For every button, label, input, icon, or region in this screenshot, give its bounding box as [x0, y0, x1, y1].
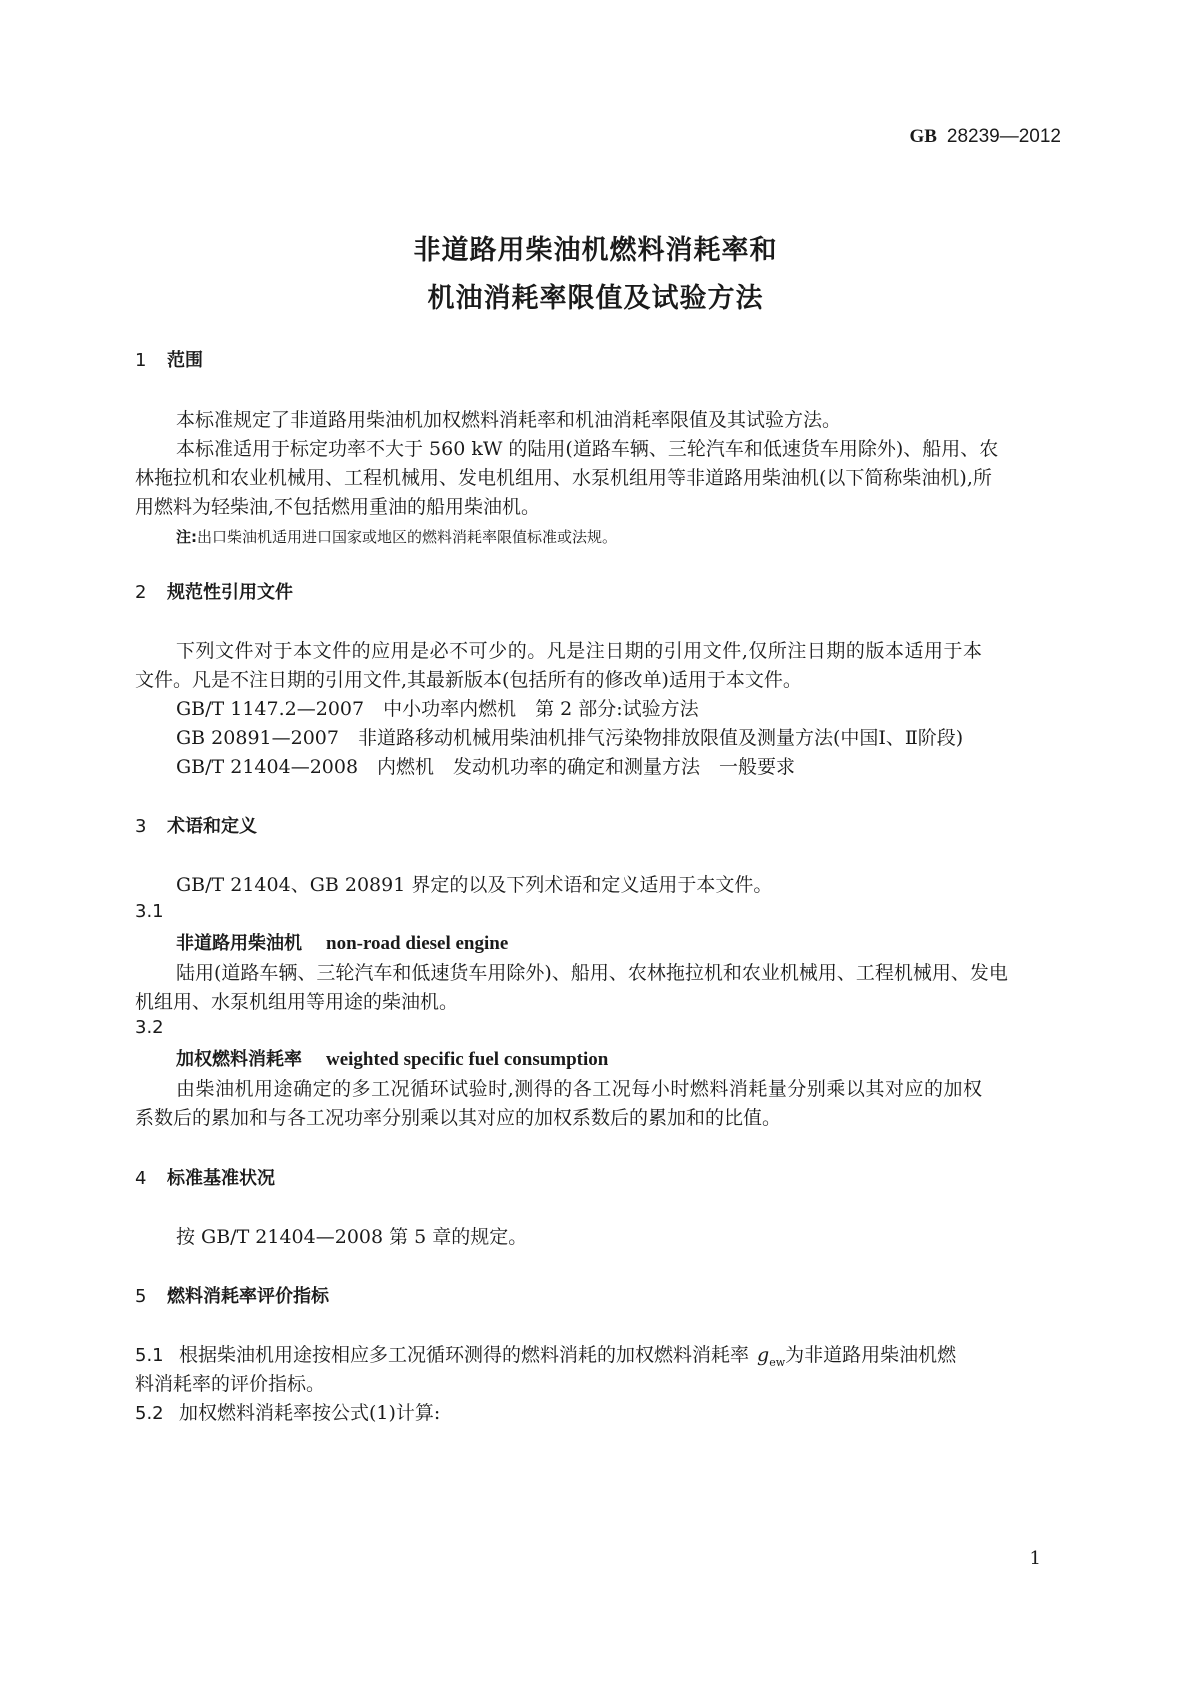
section-title: 范围 [167, 350, 203, 371]
clause-text: 根据柴油机用途按相应多工况循环测得的燃料消耗的加权燃料消耗率 [179, 1344, 750, 1366]
section-title: 术语和定义 [167, 816, 257, 837]
section-number: 4 [135, 1168, 147, 1189]
section-2-paragraph-line-1: 下列文件对于本文件的应用是必不可少的。凡是注日期的引用文件,仅所注日期的版本适用于本 [176, 640, 982, 662]
clause-text: 加权燃料消耗率按公式(1)计算: [179, 1402, 441, 1424]
symbol-g: g [757, 1344, 770, 1366]
note-label: 注: [176, 528, 197, 546]
term-english: non-road diesel engine [326, 933, 509, 954]
section-title: 燃料消耗率评价指标 [167, 1286, 329, 1307]
normative-reference: GB 20891—2007 非道路移动机械用柴油机排气污染物排放限值及测量方法(中国Ⅰ、Ⅱ阶段) [176, 727, 964, 749]
section-5-heading [135, 1282, 329, 1308]
section-1-note [176, 526, 617, 547]
section-number: 1 [135, 350, 147, 371]
term-3-2-name [176, 1045, 608, 1071]
page-number: 1 [1029, 1548, 1041, 1569]
clause-number: 5.1 [135, 1345, 164, 1366]
term-3-1-definition-line-1: 陆用(道路车辆、三轮汽车和低速货车用除外)、船用、农林拖拉机和农业机械用、工程机械用、发电 [176, 962, 1008, 984]
section-title: 规范性引用文件 [167, 582, 293, 603]
standard-code: 28239—2012 [946, 126, 1061, 147]
section-3-heading [135, 812, 257, 838]
term-chinese: 加权燃料消耗率 [176, 1049, 302, 1070]
section-1-paragraph-2-line-2: 林拖拉机和农业机械用、工程机械用、发电机组用、水泵机组用等非道路用柴油机(以下简称柴油机),所 [135, 467, 992, 489]
standard-prefix: GB [909, 126, 937, 147]
term-english: weighted specific fuel consumption [326, 1049, 609, 1070]
section-number: 3 [135, 816, 147, 837]
term-3-1-definition-line-2: 机组用、水泵机组用等用途的柴油机。 [135, 991, 459, 1013]
term-3-2-definition-line-2: 系数后的累加和与各工况功率分别乘以其对应的加权系数后的累加和的比值。 [135, 1107, 782, 1129]
section-4-paragraph: 按 GB/T 21404—2008 第 5 章的规定。 [176, 1226, 528, 1248]
clause-number: 5.2 [135, 1403, 164, 1424]
section-title: 标准基准状况 [167, 1168, 275, 1189]
standard-number [909, 126, 1061, 148]
section-number: 5 [135, 1286, 147, 1307]
section-2-paragraph-line-2: 文件。凡是不注日期的引用文件,其最新版本(包括所有的修改单)适用于本文件。 [135, 669, 802, 691]
section-1-heading [135, 346, 203, 372]
section-number: 2 [135, 582, 147, 603]
term-3-1-name [176, 929, 508, 955]
term-chinese: 非道路用柴油机 [176, 933, 302, 954]
clause-5-1-line-2: 料消耗率的评价指标。 [135, 1373, 326, 1395]
symbol-subscript: ew [769, 1355, 786, 1369]
document-title-line-2: 机油消耗率限值及试验方法 [427, 283, 764, 314]
normative-reference: GB/T 1147.2—2007 中小功率内燃机 第 2 部分:试验方法 [176, 698, 699, 720]
section-4-heading [135, 1164, 275, 1190]
clause-5-2 [135, 1398, 1055, 1425]
term-3-2-number: 3.2 [135, 1017, 164, 1038]
normative-reference: GB/T 21404—2008 内燃机 发动机功率的确定和测量方法 一般要求 [176, 756, 796, 778]
note-text: 出口柴油机适用进口国家或地区的燃料消耗率限值标准或法规。 [197, 528, 618, 546]
clause-text-continued: 为非道路用柴油机燃 [785, 1344, 957, 1366]
section-1-paragraph-2-line-1: 本标准适用于标定功率不大于 560 kW 的陆用(道路车辆、三轮汽车和低速货车用除外)、船用、农 [176, 438, 999, 460]
term-3-2-definition-line-1: 由柴油机用途确定的多工况循环试验时,测得的各工况每小时燃料消耗量分别乘以其对应的加权 [176, 1078, 982, 1100]
section-2-heading [135, 578, 293, 604]
section-3-paragraph: GB/T 21404、GB 20891 界定的以及下列术语和定义适用于本文件。 [176, 874, 773, 896]
section-1-paragraph-2-line-3: 用燃料为轻柴油,不包括燃用重油的船用柴油机。 [135, 496, 541, 518]
clause-5-1-line-1 [135, 1340, 1055, 1369]
term-3-1-number: 3.1 [135, 901, 164, 922]
section-1-paragraph-1: 本标准规定了非道路用柴油机加权燃料消耗率和机油消耗率限值及其试验方法。 [176, 409, 842, 431]
document-title-line-1: 非道路用柴油机燃料消耗率和 [413, 235, 778, 266]
